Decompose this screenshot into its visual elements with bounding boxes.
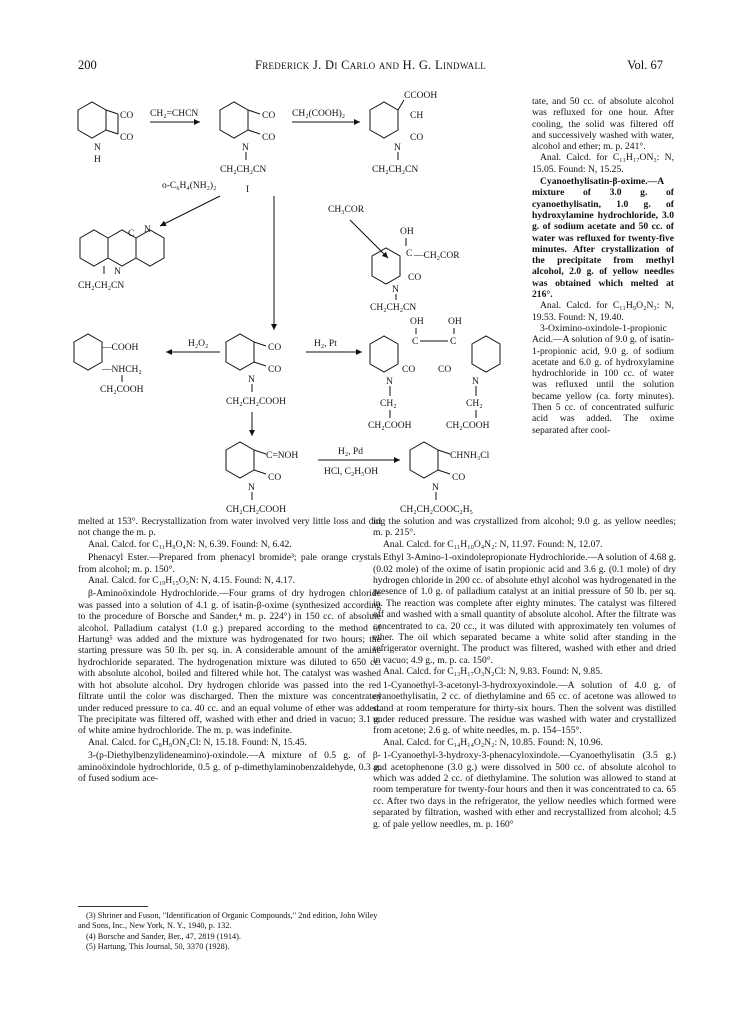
analysis: Anal. Calcd. for C₈H₉ON₂Cl: N, 15.18. Found: N, 15.45. (88, 736, 307, 748)
section-oximino-acid: 3-Oximino-oxindole-1-propionic Acid.—A solution of 9.0 g. of isatin-1-propionic acid, 9.0 g. of sodium acetate and 6.0 g. of hydroxylamine hydrochloride in 100 cc. of water was refluxed until the solution became yellow (ca. forty minutes). Then 5 cc. of concentrated sulfuric acid was added. The oxime separated after cool- (532, 322, 674, 436)
section-phenacyl-ester: Phenacyl Ester.—Prepared from phenacyl bromide³; pale orange crystals from alcohol; m. p. 150°. (78, 552, 381, 575)
compound-dimer (368, 317, 500, 431)
c6-co: CO (268, 343, 282, 353)
c7-ch2a: CH₂ (380, 399, 397, 409)
c1-n: N (242, 143, 249, 153)
analysis: Anal. Calcd. for C₁₃H₁₇O₃N₂Cl: N, 9.83. Found: N, 9.85. (383, 666, 603, 678)
c4-substituent: CH₂CH₂CN (370, 303, 417, 313)
compound-hydroxy-ketone (370, 227, 460, 313)
analysis: Anal. Calcd. for C₁₄H₁₄O₂N₂: N, 10.85. Found: N, 10.96. (383, 736, 603, 748)
c3-substituent: CH₂CH₂CN (78, 281, 125, 291)
section-benzylideneamino: 3-(p-Diethylbenzylideneamino)-oxindole.—A mixture of 0.5 g. of β-aminoöxindole hydrochloride, 0.5 g. of p-dimethylaminobenzaldehyde, 0.3 g. of fused sodium ace- (78, 750, 381, 784)
reagent-h2-pt: H₂, Pt (314, 339, 337, 349)
section-ethyl-ester: Ethyl 3-Amino-1-oxindolepropionate Hydrochloride.—A solution of 4.68 g. (0.02 mole) of the oxime of isatin propionic acid and 3.6 g. (0.1 mole) of dry hydrogen chloride in 200 cc. of absolute ethyl alcohol was hydrogenated in the presence of 1.0 g. of palladium catalyst at an initial pressure of 50 lb. per sq. in. The reaction was complete after eighty minutes. The catalyst was filtered off and washed with a small quantity of absolute alcohol. After the filtrate was concentrated to ca. 20 cc., it was diluted with approximately ten volumes of ether. The oil which separated became a white solid after standing in the refrigerator overnight. The product was filtered, washed with ether and dried in vacuo; 4.9 g., m. p. ca. 150°. (373, 552, 676, 666)
compound-anthranilic (74, 334, 144, 395)
reaction-scheme (70, 88, 530, 516)
reagent-peroxide: H₂O₂ (188, 339, 209, 349)
c4-n: N (392, 285, 399, 295)
c6-co2: CO (268, 365, 282, 375)
paragraph: ing the solution and was crystallized from alcohol; 9.0 g. as yellow needles; m. p. 215°. (373, 516, 676, 539)
c7-oh2: OH (448, 317, 462, 327)
c3-n2: N (114, 267, 121, 277)
c5-nhch2: —NHCH₂ (102, 365, 142, 375)
r1-co2: CO (120, 133, 134, 143)
c2-ch: CH (410, 111, 424, 121)
analysis: Anal. Calcd. for C₁₁H₁₇ON₃: N, 15.05. Found: N, 15.25. (532, 152, 674, 175)
c4-co: CO (408, 273, 422, 283)
analysis: Anal. Calcd. for C₁₁H₁₀O₄N₂: N, 11.97. Found: N, 12.07. (383, 538, 603, 550)
section-phenacyl: 1-Cyanoethyl-3-hydroxy-3-phenacyloxindole.—Cyanoethylisatin (3.5 g.) and acetophenone (3.0 g.) were dissolved in 500 cc. of absolute alcohol to which was added 2 cc. of diethylamine. The solution was allowed to stand at room temperature for twenty-four hours and then it was concentrated to ca. 65 cc. After two days in the refrigerator, the yellow needles which formed were separated by filtration, washed with ether and recrystallized from alcohol; 4.5 g. of pale yellow needles, m. p. 160° (373, 750, 676, 830)
compound-quinoxaline (78, 225, 164, 291)
footnote-divider (78, 906, 148, 907)
c1-substituent: CH₂CH₂CN (220, 165, 267, 175)
compound-acrylic-acid (370, 91, 437, 175)
left-column (78, 516, 381, 784)
volume-label: Vol. 67 (627, 58, 663, 72)
reagent-diamine: o-C₆H₄(NH₂)₂ (162, 181, 217, 191)
c8-substituent: CH₂CH₂COOH (226, 505, 286, 515)
section-acetonyl: 1-Cyanoethyl-3-acetonyl-3-hydroxyoxindole.—A solution of 4.0 g. of cyanoethylisatin, 2 cc. of diethylamine and 65 cc. of acetone was allowed to stand at room temperature for thirty-six hours. Then the solvent was distilled under reduced pressure. The residue was washed with water and crystallized from acetone; 2.6 g. of white needles, m. p. 154–155°. (373, 679, 676, 737)
page-number: 200 (78, 58, 97, 72)
section-oxime: Cyanoethylisatin-β-oxime.—A mixture of 3.0 g. of cyanoethylisatin, 1.0 g. of hydroxylamine hydrochloride, 3.0 g. of sodium acetate and 50 cc. of water was refluxed for twenty-five minutes. After crystallization of the precipitate from methyl alcohol, 2.0 g. of yellow needles was obtained which melted at 216°. (532, 176, 674, 301)
compound-isatin (78, 102, 133, 165)
reagent-malonic-acid: CH₂(COOH)₂ (292, 109, 346, 119)
c6-substituent: CH₂CH₂COOH (226, 397, 286, 407)
c7-n1: N (386, 377, 393, 387)
reagent-h2-pd: H₂, Pd (338, 447, 363, 457)
c9-co: CO (452, 473, 466, 483)
compound-label-I: I (246, 185, 250, 195)
c9-substituent: CH₂CH₂COOC₂H₅ (400, 505, 473, 515)
c7-ch2b: CH₂ (466, 399, 483, 409)
c4-oh: OH (400, 227, 414, 237)
running-head: Frederick J. Di Carlo and H. G. Lindwall (254, 58, 487, 72)
reagent-hcl: HCl, C₂H₅OH (324, 467, 379, 477)
c4-c: C (406, 249, 413, 259)
c9-n: N (432, 483, 439, 493)
footnote-4: (4) Borsche and Sander, Ber., 47, 2819 (1914). (86, 931, 241, 941)
c3-c: C (128, 229, 135, 239)
footnote-3: (3) Shriner and Fuson, "Identification of Organic Compounds," 2nd edition, John Wiley and Sons, Inc., New York, N. Y., 1940, p. 132. (78, 911, 378, 931)
right-column-top (532, 96, 674, 436)
compound-amine-ester (400, 442, 490, 515)
paragraph: tate, and 50 cc. of absolute alcohol was refluxed for one hour. After cooling, the solid was filtered off and successively washed with water, alcohol and ether; m. p. 241°. (532, 96, 674, 153)
c5-substituent: CH₂COOH (100, 385, 144, 395)
c7-co2: CO (438, 365, 452, 375)
analysis: Anal. Calcd. for C₁₉H₁₅O₅N: N, 4.15. Found: N, 4.17. (88, 575, 295, 587)
c7-oh1: OH (410, 317, 424, 327)
c8-n: N (248, 483, 255, 493)
r1-n: N (94, 143, 101, 153)
r1-co: CO (120, 111, 134, 121)
c2-n: N (394, 143, 401, 153)
reagent-ketone: CH₃COR (328, 205, 365, 215)
paragraph: melted at 153°. Recrystallization from water involved very little loss and did not change the m. p. (78, 516, 381, 539)
footnotes (78, 906, 378, 952)
c1-co2: CO (262, 133, 276, 143)
c4-ch2cor: —CH₂COR (414, 251, 460, 261)
analysis: Anal. Calcd. for C₁₁H₉O₂N₃: N, 19.53. Found: N, 19.40. (532, 300, 674, 323)
r1-h: H (94, 155, 101, 165)
c7-sub2: CH₂COOH (446, 421, 490, 431)
right-column (373, 516, 676, 830)
c7-n2: N (472, 377, 479, 387)
footnote-5: (5) Hartung, This Journal, 50, 3370 (1928). (86, 941, 230, 951)
c6-n: N (248, 375, 255, 385)
section-aminooxindole: β-Aminoöxindole Hydrochloride.—Four grams of dry hydrogen chloride was passed into a solution of 4.1 g. of isatin-β-oxime (synthesized according to the procedure of Borsche and Sander,⁴ m. p. 224°) in 150 cc. of absolute alcohol. Palladium catalyst (1.0 g.) prepared according to the method of Hartung⁵ was added and the mixture was hydrogenated for two hours; the starting pressure was 50 lb. per sq. in. A considerable amount of the amine hydrochloride separated. The hydrogenation mixture was diluted to 650 cc. with absolute alcohol, boiled and filtered while hot. The catalyst was washed with hot absolute alcohol. Dry hydrogen chloride was passed into the red filtrate until the color was discharged. Then the mixture was concentrated under reduced pressure to ca. 40 cc. and an equal volume of ether was added. The precipitate was filtered off, washed with ether and dried in vacuo; 3.1 g. of white amine hydrochloride. The m. p. was indefinite. (78, 588, 381, 737)
c7-c1: C (412, 337, 419, 347)
c5-cooh: —COOH (102, 343, 139, 353)
analysis: Anal. Calcd. for C₁₁H₉O₄N: N, 6.39. Found: N, 6.42. (88, 538, 292, 550)
c8-cnoh: C=NOH (266, 451, 299, 461)
c8-co: CO (268, 473, 282, 483)
c2-co: CO (410, 133, 424, 143)
c7-sub1: CH₂COOH (368, 421, 412, 431)
compound-oxime (226, 442, 298, 515)
c3-n: N (144, 225, 151, 235)
reagent-acrylonitrile: CH₂=CHCN (150, 109, 199, 119)
compound-isatin-propionic (226, 334, 286, 407)
compound-I (220, 102, 275, 195)
c2-top: CCOOH (404, 91, 438, 101)
c7-co1: CO (402, 365, 416, 375)
c2-substituent: CH₂CH₂CN (372, 165, 419, 175)
c1-co: CO (262, 111, 276, 121)
c9-chnh3cl: CHNH₃Cl (450, 451, 490, 461)
c7-c2: C (450, 337, 457, 347)
